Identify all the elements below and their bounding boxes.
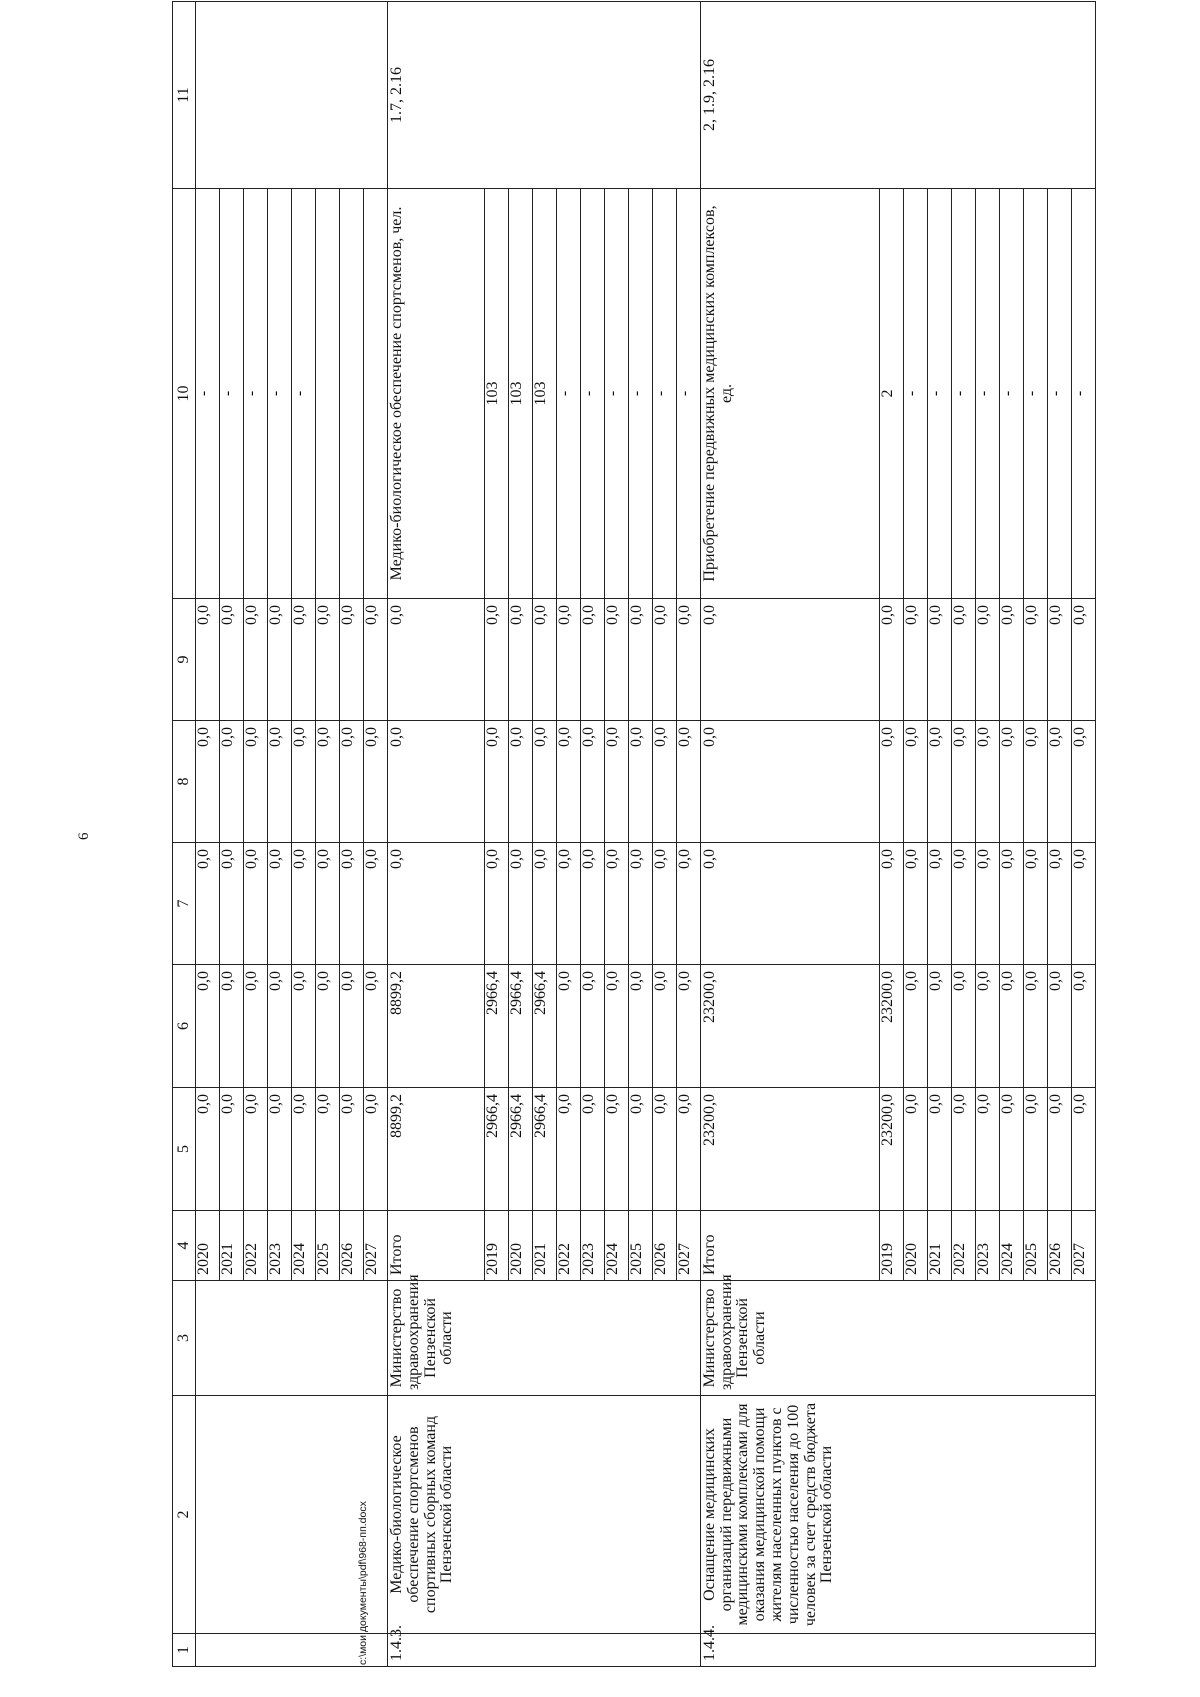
value-cell: 0,0 [952, 1088, 976, 1211]
value-cell: 0,0 [928, 965, 952, 1088]
value-cell: 0,0 [604, 721, 628, 843]
value-cell: 0,0 [652, 599, 676, 721]
value-cell: 0,0 [532, 599, 556, 721]
indicator-value-cell: 103 [508, 189, 532, 599]
column-number: 9 [173, 599, 196, 721]
value-cell: 0,0 [196, 1088, 220, 1211]
value-cell: 0,0 [904, 843, 928, 965]
indicator-value-cell: 2 [880, 189, 904, 599]
value-cell: 0,0 [1000, 965, 1024, 1088]
value-cell: 0,0 [1072, 599, 1096, 721]
value-cell: 0,0 [628, 721, 652, 843]
value-cell: 0,0 [484, 599, 508, 721]
value-cell: 0,0 [196, 599, 220, 721]
column-number-row [173, 2, 196, 1667]
value-cell: 0,0 [1024, 843, 1048, 965]
value-cell: 0,0 [928, 721, 952, 843]
value-cell: 0,0 [292, 965, 316, 1088]
value-cell: 0,0 [976, 1088, 1000, 1211]
value-cell: 0,0 [196, 843, 220, 965]
value-cell: 0,0 [880, 843, 904, 965]
value-cell: 0,0 [1072, 721, 1096, 843]
value-cell: 0,0 [316, 965, 340, 1088]
indicator-name: Приобретение передвижных медицинских комплексов, ед. [700, 189, 879, 599]
value-cell: 0,0 [928, 843, 952, 965]
value-cell: 0,0 [1000, 599, 1024, 721]
total-value: 23200,0 [700, 1088, 879, 1211]
value-cell: 0,0 [676, 599, 700, 721]
reference-numbers: 2, 1.9, 2.16 [700, 2, 1095, 189]
value-cell: 0,0 [976, 721, 1000, 843]
value-cell: 2966,4 [508, 1088, 532, 1211]
value-cell: 0,0 [340, 599, 364, 721]
item-executor: Министерство здравоохранения Пензенской области [700, 1281, 1095, 1396]
year-cell: 2027 [676, 1211, 700, 1281]
column-number: 3 [173, 1281, 196, 1396]
column-number: 6 [173, 965, 196, 1088]
value-cell: 0,0 [1072, 843, 1096, 965]
value-cell: 0,0 [580, 843, 604, 965]
indicator-value-cell: - [196, 189, 220, 599]
value-cell: 0,0 [364, 721, 388, 843]
value-cell: 0,0 [508, 721, 532, 843]
value-cell: 0,0 [220, 599, 244, 721]
value-cell: 2966,4 [484, 965, 508, 1088]
indicator-value-cell: - [1000, 189, 1024, 599]
value-cell: 0,0 [1024, 599, 1048, 721]
value-cell: 0,0 [676, 843, 700, 965]
total-value: 0,0 [388, 599, 485, 721]
indicator-value-cell: - [220, 189, 244, 599]
year-cell: 2023 [268, 1211, 292, 1281]
year-cell: 2021 [532, 1211, 556, 1281]
table-row [196, 2, 220, 1667]
indicator-value-cell: - [952, 189, 976, 599]
total-value: 0,0 [700, 721, 879, 843]
total-label: Итого [700, 1211, 879, 1281]
total-value: 8899,2 [388, 965, 485, 1088]
value-cell: 0,0 [1048, 599, 1072, 721]
value-cell: 0,0 [904, 1088, 928, 1211]
value-cell: 0,0 [244, 599, 268, 721]
value-cell: 0,0 [220, 965, 244, 1088]
value-cell: 0,0 [904, 721, 928, 843]
file-path-footer: c:\мои документы\pdf\968-пп.docx [357, 1501, 369, 1665]
year-cell: 2020 [196, 1211, 220, 1281]
value-cell: 0,0 [880, 599, 904, 721]
page-number: 6 [76, 832, 92, 840]
value-cell: 0,0 [340, 721, 364, 843]
indicator-value-cell: 103 [532, 189, 556, 599]
value-cell: 0,0 [976, 599, 1000, 721]
value-cell: 0,0 [676, 965, 700, 1088]
block-total-row [388, 2, 485, 1667]
value-cell: 0,0 [556, 599, 580, 721]
value-cell: 0,0 [952, 721, 976, 843]
indicator-value-cell: - [1072, 189, 1096, 599]
value-cell: 0,0 [652, 721, 676, 843]
value-cell: 0,0 [976, 843, 1000, 965]
year-cell: 2023 [976, 1211, 1000, 1281]
value-cell: 0,0 [220, 1088, 244, 1211]
value-cell: 0,0 [628, 599, 652, 721]
indicator-value-cell: - [580, 189, 604, 599]
rotated-table-wrapper [172, 2, 1096, 1667]
year-cell: 2026 [340, 1211, 364, 1281]
total-label: Итого [388, 1211, 485, 1281]
item-executor: Министерство здравоохранения Пензенской области [388, 1281, 701, 1396]
indicator-value-cell: - [1024, 189, 1048, 599]
table-body [173, 2, 1096, 1667]
value-cell: 0,0 [676, 721, 700, 843]
column-number: 7 [173, 843, 196, 965]
value-cell: 0,0 [1048, 1088, 1072, 1211]
value-cell: 0,0 [652, 843, 676, 965]
value-cell: 0,0 [580, 965, 604, 1088]
value-cell: 2966,4 [532, 965, 556, 1088]
value-cell: 0,0 [904, 599, 928, 721]
value-cell: 0,0 [604, 1088, 628, 1211]
block-total-row [700, 2, 879, 1667]
item-number: 1.4.3. [388, 1634, 701, 1667]
year-cell: 2023 [580, 1211, 604, 1281]
value-cell: 0,0 [1000, 721, 1024, 843]
indicator-value-cell: - [628, 189, 652, 599]
indicator-value-cell [364, 189, 388, 599]
column-number: 4 [173, 1211, 196, 1281]
value-cell: 2966,4 [532, 1088, 556, 1211]
indicator-value-cell: - [604, 189, 628, 599]
value-cell: 0,0 [268, 965, 292, 1088]
value-cell: 2966,4 [484, 1088, 508, 1211]
value-cell: 0,0 [676, 1088, 700, 1211]
value-cell: 0,0 [628, 843, 652, 965]
column-number: 11 [173, 2, 196, 189]
value-cell: 0,0 [1000, 843, 1024, 965]
value-cell: 0,0 [928, 1088, 952, 1211]
value-cell: 0,0 [1048, 843, 1072, 965]
value-cell: 0,0 [556, 721, 580, 843]
column-number: 1 [173, 1634, 196, 1667]
indicator-value-cell [316, 189, 340, 599]
value-cell: 0,0 [316, 1088, 340, 1211]
value-cell: 0,0 [292, 843, 316, 965]
value-cell: 0,0 [952, 843, 976, 965]
value-cell: 0,0 [484, 721, 508, 843]
value-cell: 0,0 [268, 843, 292, 965]
year-cell: 2022 [244, 1211, 268, 1281]
indicator-value-cell: - [904, 189, 928, 599]
year-cell: 2027 [364, 1211, 388, 1281]
total-value: 8899,2 [388, 1088, 485, 1211]
year-cell: 2024 [604, 1211, 628, 1281]
year-cell: 2025 [316, 1211, 340, 1281]
indicator-value-cell: - [556, 189, 580, 599]
value-cell: 0,0 [1024, 965, 1048, 1088]
indicator-value-cell: 103 [484, 189, 508, 599]
value-cell: 0,0 [196, 965, 220, 1088]
year-cell: 2026 [652, 1211, 676, 1281]
value-cell: 0,0 [508, 599, 532, 721]
value-cell: 0,0 [532, 721, 556, 843]
column-number: 2 [173, 1396, 196, 1634]
year-cell: 2019 [880, 1211, 904, 1281]
value-cell: 0,0 [1048, 721, 1072, 843]
value-cell: 0,0 [316, 843, 340, 965]
value-cell: 0,0 [976, 965, 1000, 1088]
value-cell: 0,0 [244, 965, 268, 1088]
year-cell: 2024 [1000, 1211, 1024, 1281]
value-cell: 0,0 [268, 721, 292, 843]
value-cell: 0,0 [220, 843, 244, 965]
value-cell: 0,0 [292, 721, 316, 843]
value-cell: 0,0 [364, 965, 388, 1088]
value-cell: 0,0 [484, 843, 508, 965]
year-cell: 2021 [220, 1211, 244, 1281]
value-cell: 0,0 [580, 721, 604, 843]
value-cell: 0,0 [1072, 1088, 1096, 1211]
indicator-value-cell [340, 189, 364, 599]
total-value: 0,0 [700, 599, 879, 721]
indicator-value-cell: - [652, 189, 676, 599]
total-value: 0,0 [700, 843, 879, 965]
value-cell: 0,0 [220, 721, 244, 843]
value-cell: 0,0 [652, 965, 676, 1088]
value-cell: 0,0 [244, 721, 268, 843]
value-cell: 0,0 [1048, 965, 1072, 1088]
value-cell: 0,0 [364, 843, 388, 965]
value-cell: 0,0 [1000, 1088, 1024, 1211]
total-value: 0,0 [388, 843, 485, 965]
value-cell: 0,0 [604, 843, 628, 965]
value-cell: 0,0 [1024, 1088, 1048, 1211]
value-cell: 0,0 [628, 1088, 652, 1211]
value-cell: 0,0 [556, 965, 580, 1088]
value-cell: 0,0 [196, 721, 220, 843]
item-number: 1.4.4. [700, 1634, 1095, 1667]
value-cell: 0,0 [292, 599, 316, 721]
value-cell: 0,0 [604, 599, 628, 721]
year-cell: 2022 [952, 1211, 976, 1281]
indicator-value-cell: - [244, 189, 268, 599]
value-cell: 0,0 [268, 1088, 292, 1211]
value-cell: 0,0 [316, 721, 340, 843]
item-name: Медико-биологическое обеспечение спортсменов спортивных сборных команд Пензенской области [388, 1396, 701, 1634]
indicator-name: Медико-биологическое обеспечение спортсменов, чел. [388, 189, 485, 599]
value-cell: 0,0 [604, 965, 628, 1088]
value-cell: 0,0 [292, 1088, 316, 1211]
value-cell: 0,0 [268, 599, 292, 721]
value-cell: 23200,0 [880, 1088, 904, 1211]
item-name: Оснащение медицинских организаций передвижными медицинскими комплексами для оказания медицинской помощи жителям населенных пунктов с численностью населения до 100 человек за счет средств бюджета Пензенской области [700, 1396, 1095, 1634]
value-cell: 0,0 [628, 965, 652, 1088]
value-cell: 0,0 [532, 843, 556, 965]
reference-numbers: 1.7, 2.16 [388, 2, 701, 189]
value-cell: 0,0 [556, 843, 580, 965]
value-cell: 0,0 [244, 843, 268, 965]
year-cell: 2025 [628, 1211, 652, 1281]
value-cell: 0,0 [580, 599, 604, 721]
column-number: 10 [173, 189, 196, 599]
value-cell: 0,0 [1024, 721, 1048, 843]
value-cell: 0,0 [244, 1088, 268, 1211]
value-cell: 0,0 [556, 1088, 580, 1211]
indicator-value-cell: - [928, 189, 952, 599]
year-cell: 2021 [928, 1211, 952, 1281]
year-cell: 2019 [484, 1211, 508, 1281]
value-cell: 0,0 [652, 1088, 676, 1211]
year-cell: 2025 [1024, 1211, 1048, 1281]
program-table [172, 1, 1096, 1667]
value-cell: 0,0 [952, 599, 976, 721]
year-cell: 2026 [1048, 1211, 1072, 1281]
value-cell: 0,0 [904, 965, 928, 1088]
year-cell: 2027 [1072, 1211, 1096, 1281]
indicator-value-cell: - [976, 189, 1000, 599]
value-cell: 0,0 [580, 1088, 604, 1211]
value-cell: 0,0 [340, 965, 364, 1088]
year-cell: 2020 [904, 1211, 928, 1281]
column-number: 8 [173, 721, 196, 843]
value-cell: 23200,0 [880, 965, 904, 1088]
year-cell: 2022 [556, 1211, 580, 1281]
continued-ref-cell [196, 2, 388, 189]
indicator-value-cell: - [676, 189, 700, 599]
value-cell: 0,0 [952, 965, 976, 1088]
value-cell: 0,0 [340, 843, 364, 965]
year-cell: 2024 [292, 1211, 316, 1281]
value-cell: 0,0 [508, 843, 532, 965]
value-cell: 0,0 [364, 599, 388, 721]
continued-executor-cell [196, 1281, 388, 1396]
indicator-value-cell: - [1048, 189, 1072, 599]
indicator-value-cell: - [268, 189, 292, 599]
column-number: 5 [173, 1088, 196, 1211]
year-cell: 2020 [508, 1211, 532, 1281]
total-value: 0,0 [388, 721, 485, 843]
value-cell: 0,0 [880, 721, 904, 843]
value-cell: 0,0 [340, 1088, 364, 1211]
value-cell: 0,0 [364, 1088, 388, 1211]
value-cell: 0,0 [1072, 965, 1096, 1088]
value-cell: 0,0 [316, 599, 340, 721]
value-cell: 0,0 [928, 599, 952, 721]
indicator-value-cell: - [292, 189, 316, 599]
total-value: 23200,0 [700, 965, 879, 1088]
value-cell: 2966,4 [508, 965, 532, 1088]
